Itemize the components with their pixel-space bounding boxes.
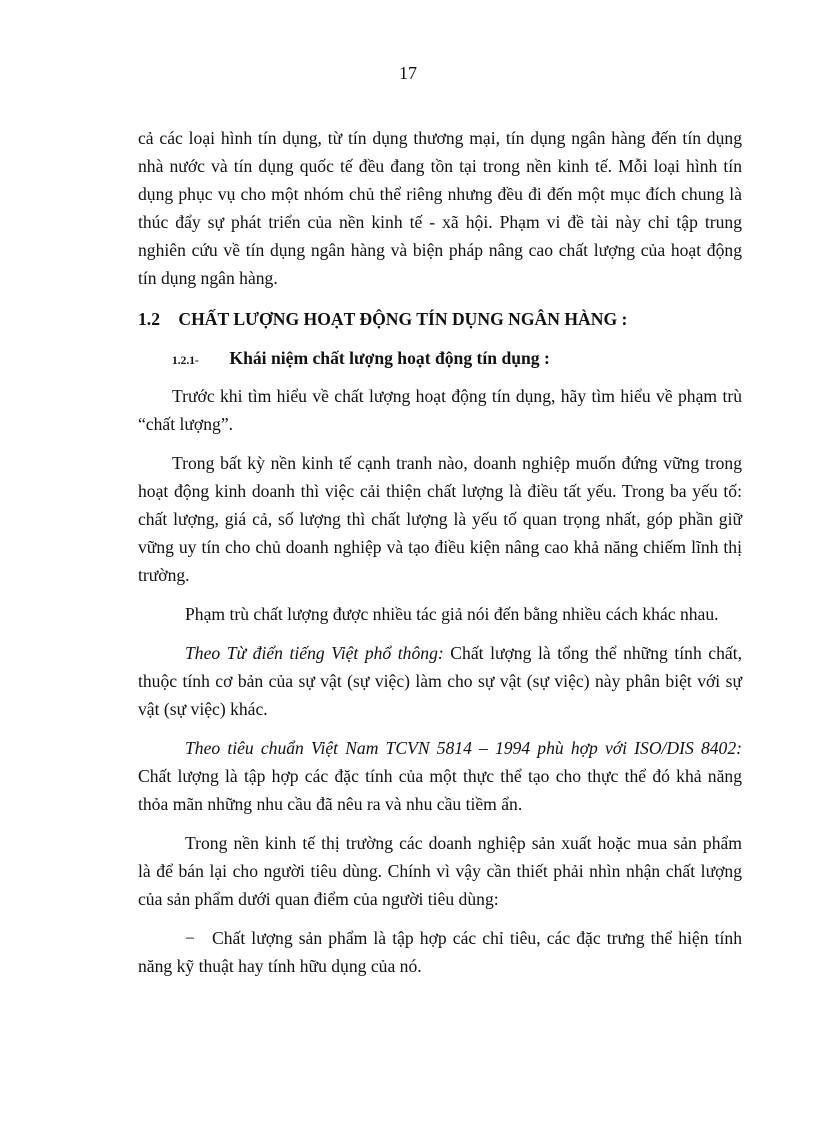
bullet-dash: − (185, 928, 195, 948)
text-line: Trước khi tìm hiểu về chất lượng hoạt động tín dụng, hãy tìm hiểu về phạm trù (172, 386, 742, 406)
subsection-title: Khái niệm chất lượng hoạt động tín dụng : (229, 348, 550, 368)
text-line: cả các loại hình tín dụng, từ tín dụng thương mại, tín dụng ngân hàng đến tín dụng (138, 128, 742, 148)
text-line: là để bán lại cho người tiêu dùng. Chính vì vậy cần thiết phải nhìn nhận chất lượng (138, 861, 742, 881)
text-line: thúc đẩy sự phát triển của nền kinh tế - xã hội. Phạm vi đề tài này chỉ tập trung (138, 212, 742, 232)
standard-source: Theo tiêu chuẩn Việt Nam TCVN 5814 – 1994 phù hợp với ISO/DIS 8402: (185, 738, 742, 758)
paragraph-quality-intro (138, 382, 742, 438)
text-line: vật (sự việc) khác. (138, 699, 268, 719)
text-line: Chất lượng là tập hợp các đặc tính của một thực thể tạo cho thực thể đó khả năng (138, 766, 742, 786)
section-heading (138, 303, 742, 335)
text-line: tín dụng ngân hàng. (138, 268, 278, 288)
text-line: năng kỹ thuật hay tính hữu dụng của nó. (138, 956, 422, 976)
text-line: nhà nước và tín dụng quốc tế đều đang tồn tại trong nền kinh tế. Mỗi loại hình tín (138, 156, 742, 176)
subsection-heading (138, 344, 742, 372)
bullet-item (138, 924, 742, 980)
text-line: Trong nền kinh tế thị trường các doanh nghiệp sản xuất hoặc mua sản phẩm (185, 833, 742, 853)
text-line: thuộc tính cơ bản của sự vật (sự việc) làm cho sự vật (sự việc) này phân biệt với sự (138, 671, 742, 691)
paragraph-competition (138, 449, 742, 589)
subsection-number: 1.2.1- (172, 355, 199, 367)
document-body (138, 124, 742, 991)
text-line: dụng phục vụ cho một nhóm chủ thể riêng nhưng đều đi đến một mục đích chung là (138, 184, 742, 204)
paragraph-credit-types (138, 124, 742, 292)
text-line (138, 924, 742, 952)
page-number: 17 (399, 63, 417, 83)
text-line: “chất lượng”. (138, 414, 234, 434)
dictionary-source: Theo Từ điển tiếng Việt phổ thông: (185, 643, 444, 663)
text-line: nghiên cứu về tín dụng ngân hàng và biện pháp nâng cao chất lượng của hoạt động (138, 240, 742, 260)
section-title: CHẤT LƯỢNG HOẠT ĐỘNG TÍN DỤNG NGÂN HÀNG : (178, 309, 628, 329)
paragraph-standard-definition (138, 734, 742, 818)
text-line: trường. (138, 565, 190, 585)
text-line (138, 639, 742, 667)
text-line: hoạt động kinh doanh thì việc cải thiện chất lượng là điều tất yếu. Trong ba yếu tố: (138, 481, 742, 501)
paragraph-quality-category (138, 600, 742, 628)
text-line: của sản phẩm dưới quan điểm của người tiêu dùng: (138, 889, 499, 909)
text-line: vững uy tín cho chủ doanh nghiệp và tạo điều kiện nâng cao khả năng chiếm lĩnh thị (138, 537, 742, 557)
text-line: Trong bất kỳ nền kinh tế cạnh tranh nào, doanh nghiệp muốn đứng vững trong (172, 453, 742, 473)
bullet-text: Chất lượng sản phẩm là tập hợp các chỉ tiêu, các đặc trưng thể hiện tính (212, 928, 742, 948)
section-number: 1.2 (138, 309, 160, 329)
definition-text: Chất lượng là tổng thể những tính chất, (443, 643, 742, 663)
paragraph-dictionary-definition (138, 639, 742, 723)
text-line: chất lượng, giá cả, số lượng thì chất lượng là yếu tố quan trọng nhất, góp phần giữ (138, 509, 742, 529)
paragraph-market-economy (138, 829, 742, 913)
text-line: Phạm trù chất lượng được nhiều tác giả nói đến bằng nhiều cách khác nhau. (185, 604, 719, 624)
text-line: thỏa mãn những nhu cầu đã nêu ra và nhu cầu tiềm ẩn. (138, 794, 523, 814)
